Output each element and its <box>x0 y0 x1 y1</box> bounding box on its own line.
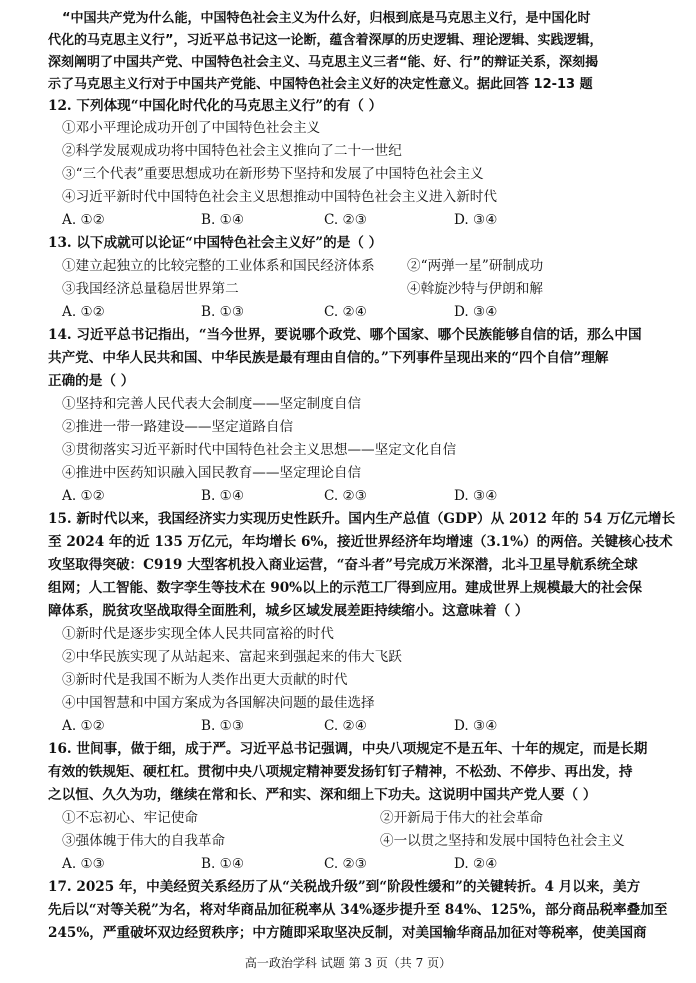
q12-statement: ②科学发展观成功将中国特色社会主义推向了二十一世纪 <box>62 143 402 159</box>
q13-statement: ②“两弹一星”研制成功 <box>407 258 544 274</box>
question-17-stem: 17. 2025 年，中美经贸关系经历了从“关税战升级”到“阶段性缓和”的关键转折。4 月以来，美方 <box>48 879 641 895</box>
intro-line: 代化的马克思主义行”，习近平总书记这一论断，蕴含着深厚的历史逻辑、理论逻辑、实践逻辑， <box>48 33 603 48</box>
q13-statement: ③我国经济总量稳居世界第二 <box>62 281 239 297</box>
q16-statement: ②开新局于伟大的社会革命 <box>380 810 544 826</box>
choice-d[interactable]: D. ③④ <box>454 212 498 228</box>
q14-statement: ②推进一带一路建设——坚定道路自信 <box>62 419 294 435</box>
choice-b[interactable]: B. ①③ <box>201 718 245 734</box>
question-17-stem: 245%，严重破坏双边经贸秩序；中方随即采取坚决反制，对美国输华商品加征对等税率，使美国商 <box>48 925 647 941</box>
question-17-stem: 先后以“对等关税”为名，将对华商品加征税率从 34%逐步提升至 84%、125%，部分商品税率叠加至 <box>48 902 668 918</box>
q14-choices <box>62 486 622 506</box>
choice-b[interactable]: B. ①④ <box>201 212 245 228</box>
q15-statement: ①新时代是逐步实现全体人民共同富裕的时代 <box>62 626 334 642</box>
q13-statement: ④斡旋沙特与伊朗和解 <box>407 281 543 297</box>
choice-c[interactable]: C. ②④ <box>324 304 367 320</box>
choice-b[interactable]: B. ①④ <box>201 856 245 872</box>
choice-a[interactable]: A. ①② <box>62 304 105 320</box>
q13-statements-row1 <box>62 256 642 276</box>
choice-d[interactable]: D. ③④ <box>454 718 498 734</box>
q14-statement: ①坚持和完善人民代表大会制度——坚定制度自信 <box>62 396 362 412</box>
q15-choices <box>62 716 622 736</box>
choice-a[interactable]: A. ①② <box>62 488 105 504</box>
intro-line: 示了马克思主义行对于中国共产党能、中国特色社会主义好的决定性意义。据此回答 12-13 题 <box>48 77 593 92</box>
question-16-stem: 有效的铁规矩、硬杠杠。贯彻中央八项规定精神要发扬钉钉子精神，不松劲、不停步、再出发，持 <box>48 764 633 780</box>
question-15-stem: 至 2024 年的近 135 万亿元，年均增长 6%，接近世界经济年均增速（3.1%）的两倍。关键核心技术 <box>48 534 673 550</box>
question-13-stem: 13. 以下成就可以论证“中国特色社会主义好”的是（ ） <box>48 235 383 251</box>
question-15-stem: 组网；人工智能、数字孪生等技术在 90%以上的示范工厂得到应用。建成世界上规模最大的社会保 <box>48 580 642 596</box>
question-14-stem: 正确的是（ ） <box>48 373 135 389</box>
choice-b[interactable]: B. ①③ <box>201 304 245 320</box>
question-16-stem: 之以恒、久久为功，继续在常和长、严和实、深和细上下功夫。这说明中国共产党人要（ ） <box>48 787 597 803</box>
q14-statement: ④推进中医药知识融入国民教育——坚定理论自信 <box>62 465 362 481</box>
q15-statement: ②中华民族实现了从站起来、富起来到强起来的伟大飞跃 <box>62 649 402 665</box>
choice-a[interactable]: A. ①③ <box>62 856 105 872</box>
q14-statement: ③贯彻落实习近平新时代中国特色社会主义思想——坚定文化自信 <box>62 442 457 458</box>
choice-d[interactable]: D. ③④ <box>454 304 498 320</box>
q16-statement: ③强体魄于伟大的自我革命 <box>62 833 226 849</box>
q13-statement: ①建立起独立的比较完整的工业体系和国民经济体系 <box>62 258 375 274</box>
q13-statements-row2 <box>62 279 642 299</box>
intro-line: “中国共产党为什么能，中国特色社会主义为什么好，归根到底是马克思主义行，是中国化时 <box>62 11 591 26</box>
q16-statement: ①不忘初心、牢记使命 <box>62 810 198 826</box>
choice-c[interactable]: C. ②④ <box>324 718 367 734</box>
q12-statement: ④习近平新时代中国特色社会主义思想推动中国特色社会主义进入新时代 <box>62 189 497 205</box>
intro-line: 深刻阐明了中国共产党、中国特色社会主义、马克思主义三者“能、好、行”的辩证关系，深刻揭 <box>48 55 599 70</box>
q12-statement: ①邓小平理论成功开创了中国特色社会主义 <box>62 120 321 136</box>
choice-b[interactable]: B. ①④ <box>201 488 245 504</box>
choice-c[interactable]: C. ②③ <box>324 856 367 872</box>
choice-d[interactable]: D. ③④ <box>454 488 498 504</box>
page-footer: 高一政治学科 试题 第 3 页（共 7 页） <box>244 956 452 970</box>
question-15-stem: 障体系，脱贫攻坚战取得全面胜利，城乡区域发展差距持续缩小。这意味着（ ） <box>48 603 529 619</box>
q16-choices <box>62 854 622 874</box>
question-14-stem: 共产党、中华人民共和国、中华民族是最有理由自信的。”下列事件呈现出来的“四个自信”理解 <box>48 350 609 366</box>
q13-choices <box>62 302 622 322</box>
q16-statements-row1 <box>62 808 662 828</box>
choice-d[interactable]: D. ②④ <box>454 856 498 872</box>
q12-choices <box>62 210 622 230</box>
question-16-stem: 16. 世间事，做于细，成于严。习近平总书记强调，中央八项规定不是五年、十年的规定，而是长期 <box>48 741 648 757</box>
choice-a[interactable]: A. ①② <box>62 718 105 734</box>
q16-statement: ④一以贯之坚持和发展中国特色社会主义 <box>380 833 625 849</box>
choice-c[interactable]: C. ②③ <box>324 488 367 504</box>
question-15-stem: 攻坚取得突破：C919 大型客机投入商业运营，“奋斗者”号完成万米深潜，北斗卫星导航系统全球 <box>48 557 638 573</box>
question-12-stem: 12. 下列体现“中国化时代化的马克思主义行”的有（ ） <box>48 98 383 114</box>
q15-statement: ③新时代是我国不断为人类作出更大贡献的时代 <box>62 672 348 688</box>
question-14-stem: 14. 习近平总书记指出，“当今世界，要说哪个政党、哪个国家、哪个民族能够自信的话，那么中国 <box>48 327 642 343</box>
question-15-stem: 15. 新时代以来，我国经济实力实现历史性跃升。国内生产总值（GDP）从 2012 年的 54 万亿元增长 <box>48 511 676 527</box>
q12-statement: ③“三个代表”重要思想成功在新形势下坚持和发展了中国特色社会主义 <box>62 166 484 182</box>
choice-c[interactable]: C. ②③ <box>324 212 367 228</box>
q16-statements-row2 <box>62 831 662 851</box>
choice-a[interactable]: A. ①② <box>62 212 105 228</box>
q15-statement: ④中国智慧和中国方案成为各国解决问题的最佳选择 <box>62 695 375 711</box>
